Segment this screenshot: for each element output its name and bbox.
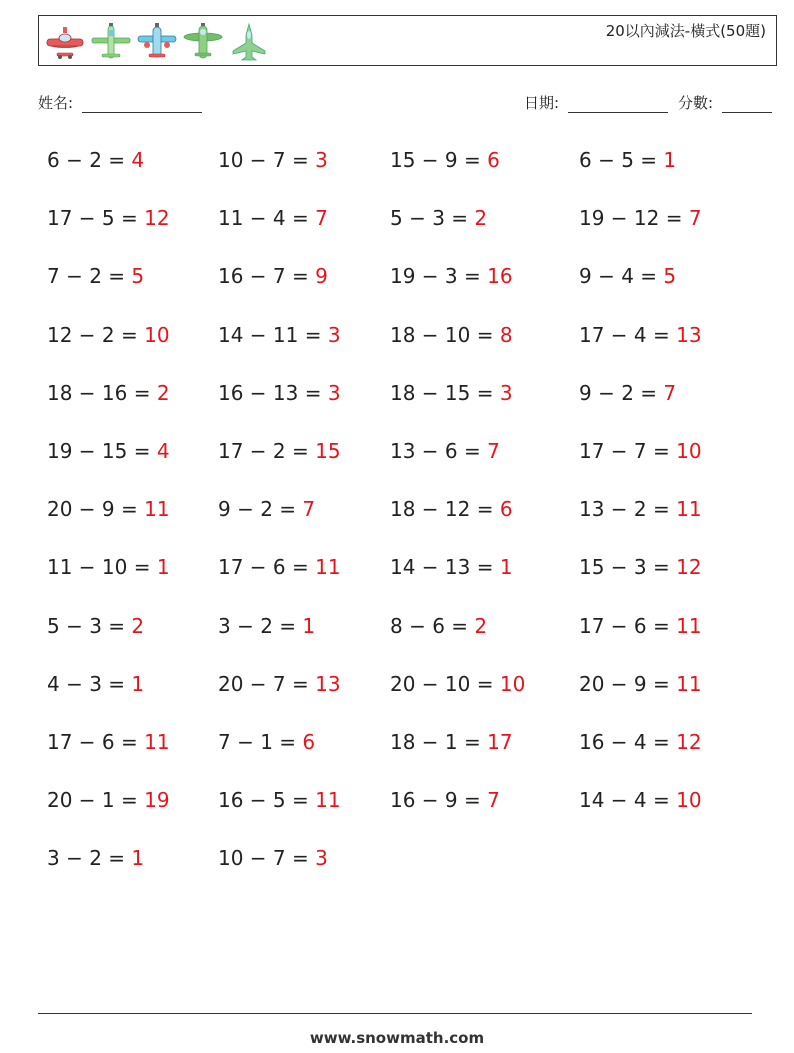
problem-item [47, 381, 170, 405]
problem-question: 19 − 3 = [390, 264, 488, 289]
problem-answer: 11 [144, 497, 170, 522]
problem-answer: 7 [487, 788, 500, 813]
problem-answer: 4 [156, 439, 170, 463]
problem-answer: 17 [487, 730, 513, 754]
name-label: 姓名: [38, 94, 74, 112]
problem-answer: 3 [315, 846, 328, 871]
problem-answer: 2 [474, 613, 488, 638]
problem-question: 14 − 13 = [390, 555, 500, 580]
problem-answer: 12 [676, 730, 702, 754]
problem-answer: 5 [131, 264, 145, 289]
score-label: 分數: [678, 94, 714, 112]
problem-item [218, 381, 341, 405]
problem-question: 17 − 6 = [47, 730, 145, 754]
problem-answer: 1 [156, 555, 170, 580]
problem-answer: 7 [688, 206, 702, 231]
problem-item [579, 614, 702, 638]
problem-answer: 11 [676, 497, 702, 522]
problem-answer: 1 [499, 555, 513, 580]
problem-item [47, 264, 144, 288]
problem-item [47, 846, 144, 870]
problem-question: 18 − 10 = [390, 322, 500, 347]
problem-question: 16 − 13 = [218, 380, 328, 405]
problem-answer: 2 [474, 206, 488, 231]
problem-item [579, 323, 702, 347]
problem-question: 14 − 4 = [579, 788, 677, 813]
problem-item [579, 555, 702, 579]
problem-question: 13 − 6 = [390, 439, 488, 463]
problem-item [390, 555, 513, 579]
problem-item [47, 788, 170, 812]
problem-item [218, 730, 315, 754]
problem-question: 16 − 9 = [390, 788, 488, 813]
problem-item [390, 730, 513, 754]
problem-item [218, 148, 328, 172]
problem-item [579, 439, 702, 463]
problem-item [390, 614, 487, 638]
problem-item [47, 148, 144, 172]
problem-item [579, 730, 702, 754]
problem-answer: 15 [315, 439, 341, 463]
problem-answer: 16 [487, 264, 513, 289]
problem-item [579, 381, 676, 405]
footer-url: www.snowmath.com [309, 1029, 485, 1047]
problem-item [218, 264, 328, 288]
problem-question: 15 − 9 = [390, 148, 488, 172]
problem-item [390, 323, 513, 347]
problem-question: 19 − 15 = [47, 439, 157, 463]
problem-answer: 2 [156, 380, 170, 405]
problem-item [390, 148, 500, 172]
problem-question: 9 − 2 = [579, 380, 664, 405]
problem-answer: 10 [676, 788, 702, 813]
problem-question: 5 − 3 = [390, 206, 475, 231]
problem-question: 17 − 7 = [579, 439, 677, 463]
problem-item [47, 206, 170, 230]
problem-item [390, 381, 513, 405]
problem-question: 14 − 11 = [218, 322, 328, 347]
problem-question: 17 − 2 = [218, 439, 316, 463]
problem-question: 20 − 9 = [579, 671, 677, 696]
problem-question: 7 − 2 = [47, 264, 132, 289]
problem-question: 9 − 2 = [218, 497, 303, 522]
problem-item [218, 846, 328, 870]
problem-item [390, 497, 513, 521]
problem-item [218, 555, 341, 579]
problem-item [390, 264, 513, 288]
problem-question: 20 − 9 = [47, 497, 145, 522]
problem-answer: 13 [315, 671, 341, 696]
problem-answer: 1 [131, 671, 145, 696]
problem-answer: 10 [499, 671, 526, 696]
problem-question: 17 − 5 = [47, 206, 145, 231]
problem-question: 10 − 7 = [218, 846, 316, 871]
problem-answer: 7 [315, 206, 328, 231]
problem-question: 18 − 15 = [390, 380, 500, 405]
problem-answer: 5 [663, 264, 677, 289]
problem-answer: 3 [327, 380, 341, 405]
worksheet-title: 20以內減法-橫式(50題) [605, 22, 766, 40]
problem-item [218, 497, 315, 521]
problem-item [47, 555, 170, 579]
problem-answer: 7 [663, 380, 677, 405]
problem-item [47, 614, 144, 638]
problem-answer: 11 [315, 788, 341, 813]
problem-item [47, 323, 170, 347]
problem-question: 8 − 6 = [390, 613, 475, 638]
problem-question: 20 − 7 = [218, 671, 316, 696]
problem-item [579, 497, 702, 521]
problem-question: 3 − 2 = [47, 846, 132, 871]
problem-question: 20 − 10 = [390, 671, 500, 696]
problem-answer: 10 [676, 439, 702, 463]
problem-question: 12 − 2 = [47, 322, 145, 347]
problem-question: 7 − 1 = [218, 730, 303, 754]
problem-question: 17 − 6 = [218, 555, 316, 580]
problem-item [390, 672, 525, 696]
problem-answer: 6 [302, 730, 316, 754]
problem-question: 11 − 4 = [218, 206, 316, 231]
problem-answer: 1 [131, 846, 145, 871]
problem-question: 13 − 2 = [579, 497, 677, 522]
problem-question: 4 − 3 = [47, 671, 132, 696]
problem-question: 16 − 4 = [579, 730, 677, 754]
problem-question: 16 − 5 = [218, 788, 316, 813]
problem-answer: 3 [327, 322, 341, 347]
problem-item [579, 264, 676, 288]
date-label: 日期: [524, 94, 560, 112]
footer-divider [38, 1013, 752, 1014]
problem-answer: 2 [131, 613, 145, 638]
problem-question: 9 − 4 = [579, 264, 664, 289]
problem-answer: 1 [663, 148, 677, 172]
problem-question: 5 − 3 = [47, 613, 132, 638]
problem-item [579, 206, 702, 230]
problem-answer: 12 [676, 555, 702, 580]
problem-question: 10 − 7 = [218, 148, 316, 172]
problem-question: 19 − 12 = [579, 206, 689, 231]
problem-item [390, 206, 487, 230]
problem-question: 6 − 5 = [579, 148, 664, 172]
problem-answer: 4 [131, 148, 145, 172]
problem-item [218, 672, 341, 696]
problem-item [47, 439, 170, 463]
problem-question: 18 − 16 = [47, 380, 157, 405]
problem-item [579, 148, 676, 172]
problem-answer: 7 [487, 439, 500, 463]
problem-answer: 11 [144, 730, 170, 754]
problem-answer: 11 [676, 613, 702, 638]
problem-answer: 3 [499, 380, 513, 405]
problem-item [218, 323, 341, 347]
problem-item [218, 439, 341, 463]
problem-question: 6 − 2 = [47, 148, 132, 172]
problem-answer: 1 [302, 613, 316, 638]
problem-question: 18 − 12 = [390, 497, 500, 522]
problem-item [390, 439, 500, 463]
problem-answer: 6 [487, 148, 500, 172]
problem-item [47, 730, 170, 754]
problem-question: 3 − 2 = [218, 613, 303, 638]
problem-answer: 8 [499, 322, 513, 347]
problem-answer: 6 [499, 497, 513, 522]
problem-item [218, 206, 328, 230]
problem-question: 17 − 4 = [579, 322, 677, 347]
problem-item [579, 672, 702, 696]
problem-question: 15 − 3 = [579, 555, 677, 580]
problem-answer: 12 [144, 206, 170, 231]
problem-item [47, 497, 170, 521]
problem-question: 20 − 1 = [47, 788, 145, 813]
problem-answer: 11 [315, 555, 341, 580]
problem-item [579, 788, 702, 812]
problem-item [218, 614, 315, 638]
problem-item [390, 788, 500, 812]
problem-answer: 10 [144, 322, 170, 347]
problem-question: 16 − 7 = [218, 264, 316, 289]
problem-answer: 19 [144, 788, 170, 813]
problem-answer: 9 [315, 264, 328, 289]
problem-item [47, 672, 144, 696]
problem-answer: 3 [315, 148, 328, 172]
problem-question: 18 − 1 = [390, 730, 488, 754]
problem-answer: 13 [676, 322, 702, 347]
problem-question: 17 − 6 = [579, 613, 677, 638]
problem-item [218, 788, 341, 812]
problem-question: 11 − 10 = [47, 555, 157, 580]
problem-answer: 7 [302, 497, 316, 522]
problem-answer: 11 [676, 671, 702, 696]
